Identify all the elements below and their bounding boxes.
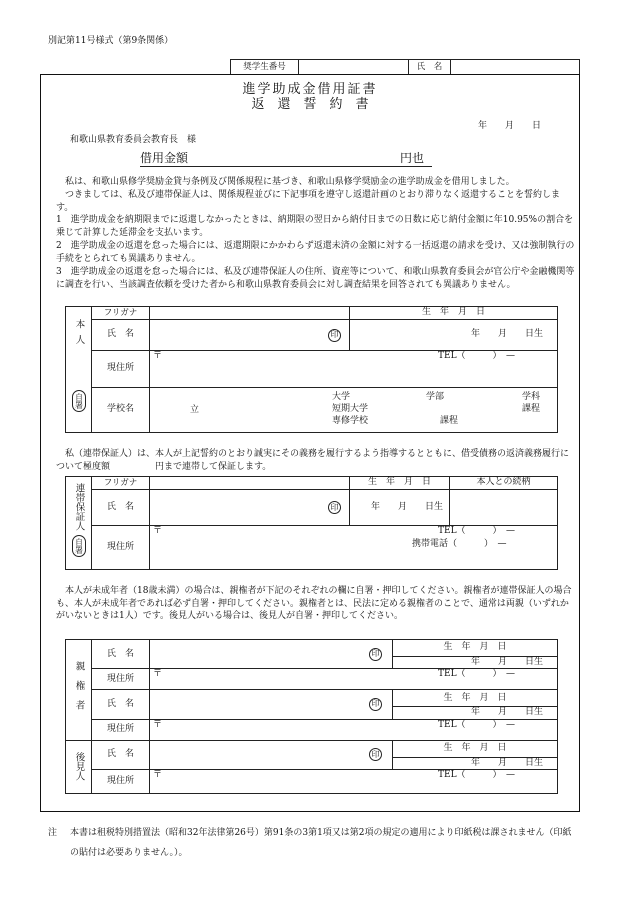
- guarantor-birthdate-field[interactable]: 年 月 日生: [350, 490, 450, 526]
- item-2: 2 進学助成金の返還を怠った場合には、返還期限にかかわらず返還未済の金額に対する一括返還の請求を受け、又は強制執行の手続をとられても異議ありません。: [56, 241, 575, 264]
- parent2-address-label: 現住所: [92, 719, 150, 740]
- amount-line: [140, 151, 432, 167]
- honnin-birth-label: 生 年 月 日: [350, 307, 558, 320]
- top-name-field[interactable]: [451, 60, 580, 75]
- student-number-label: 奨学生番号: [231, 60, 299, 75]
- honnin-table: [65, 306, 558, 433]
- honnin-furigana-field[interactable]: [150, 307, 350, 320]
- guardian-address-label: 現住所: [92, 769, 150, 793]
- guarantor-relation-field[interactable]: [450, 490, 558, 526]
- guarantor-mobile: 携帯電話（ ） —: [412, 539, 507, 549]
- page-title: [40, 82, 580, 112]
- student-number-field[interactable]: [299, 60, 409, 75]
- item-1: 1 進学助成金を納期限までに返還しなかったときは、納期限の翌日から納付日までの日数に応じ納付金額に年10.95%の割合を乗じて計算した延滞金を支払います。: [56, 215, 574, 238]
- intro-text: 私は、和歌山県修学奨励金貸与条例及び関係規程に基づき、和歌山県修学奨励金の進学助成金を借用しました。: [56, 177, 515, 187]
- parent2-name-label: 氏 名: [92, 690, 150, 719]
- minor-text: 本人が未成年者（18歳未満）の場合は、親権者が下記のそれぞれの欄に自署・押印してください。親権者が連帯保証人の場合も、本人が未成年者であれば必ず自署・押印してください。親権者とは、民法に定める親権者のことで、通常は両親（いずれかがいないときは1人）です。後見人がいる場合は、後見人が自署・押印してください。: [56, 586, 572, 622]
- parents-side: 親権者: [66, 640, 92, 741]
- honnin-name-field[interactable]: [150, 320, 350, 351]
- parent1-address-field[interactable]: 〒 TEL（ ） —: [150, 669, 558, 690]
- parent1-address-label: 現住所: [92, 669, 150, 690]
- guarantor-address-field[interactable]: 〒 TEL（ ） — 携帯電話（ ） —: [150, 526, 558, 570]
- honnin-address-label: 現住所: [92, 351, 150, 388]
- guardian-name-field[interactable]: 印: [150, 740, 393, 769]
- seal-mark: 印: [328, 329, 341, 342]
- guarantor-address-label: 現住所: [92, 526, 150, 570]
- guarantor-side: 連帯保証人 自署: [66, 477, 92, 570]
- honnin-name-label: 氏 名: [92, 320, 150, 351]
- honnin-tel: TEL（ ） —: [438, 351, 516, 361]
- guarantor-tel: TEL（ ） —: [438, 526, 516, 536]
- parent1-name-label: 氏 名: [92, 640, 150, 669]
- title-line-1: 進学助成金借用証書: [242, 82, 378, 97]
- guarantor-name-label: 氏 名: [92, 490, 150, 526]
- guarantor-name-field[interactable]: [150, 490, 350, 526]
- title-line-2: 返 還 誓 約 書: [251, 97, 369, 112]
- student-id-row: [230, 59, 580, 75]
- parent2-birth-label: 生 年 月 日: [393, 690, 558, 707]
- parent1-name-field[interactable]: 印: [150, 640, 393, 669]
- honnin-address-field[interactable]: 〒 TEL（ ） —: [150, 351, 558, 388]
- guarantor-furigana-label: フリガナ: [92, 477, 150, 490]
- honnin-school-label: 学校名: [92, 388, 150, 433]
- honnin-birthdate-field[interactable]: 年 月 日生: [350, 320, 558, 351]
- seal-mark: 印: [328, 501, 341, 514]
- top-name-label: 氏 名: [409, 60, 451, 75]
- honnin-side: 本人 自署: [66, 307, 92, 433]
- item-3: 3 進学助成金の返還を怠った場合には、私及び連帯保証人の住所、資産等について、和歌山県教育委員会が官公庁や金融機関等に調査を行い、当該調査依頼を受けた者から和歌山県教育委員会に対し調査結果を回答されても異議ありません。: [56, 267, 575, 290]
- honnin-jisho: 自署: [72, 390, 86, 412]
- addressee: 和歌山県教育委員会教育長 様: [70, 135, 197, 145]
- footnote-text: 本書は租税特別措置法（昭和32年法律第26号）第91条の3第1項又は第2項の規定の適用により印紙税は課されません（印紙の貼付は必要ありません。）。: [70, 828, 572, 858]
- guarantor-text: 私（連帯保証人）は、本人が上記誓約のとおり誠実にその義務を履行するよう指導するとともに、借受債務の返済義務履行について極度額 円まで連帯して保証します。: [56, 449, 570, 472]
- guarantor-table: [65, 476, 558, 570]
- guardian-name-label: 氏 名: [92, 740, 150, 769]
- intro-text-2: つきましては、私及び連帯保証人は、関係規程並びに下記事項を遵守し返還計画のとおり滞りなく返還することを誓約します。: [56, 190, 561, 213]
- footnote: [48, 823, 578, 863]
- parent2-name-field[interactable]: 印: [150, 690, 393, 719]
- honnin-school-field[interactable]: 立 大学 短期大学 専修学校 学部 課程 学科 課程: [150, 388, 558, 433]
- guarantor-furigana-field[interactable]: [150, 477, 350, 490]
- guardian-address-field[interactable]: 〒 TEL（ ） —: [150, 769, 558, 793]
- guarantor-birth-label: 生 年 月 日: [350, 477, 450, 490]
- guardian-side: 後見人: [66, 740, 92, 793]
- honnin-furigana-label: フリガナ: [92, 307, 150, 320]
- date-line: 年 月 日: [478, 121, 542, 131]
- guarantor-relation-label: 本人との続柄: [450, 477, 558, 490]
- parent2-address-field[interactable]: 〒 TEL（ ） —: [150, 719, 558, 740]
- amount-label: 借用金額: [140, 151, 189, 165]
- guarantor-jisho: 自署: [72, 535, 86, 557]
- guardian-birthdate[interactable]: 年 月 日生: [393, 757, 558, 769]
- form-number: 別記第11号様式（第9条関係）: [48, 36, 174, 46]
- parent1-birthdate[interactable]: 年 月 日生: [393, 657, 558, 669]
- parents-table: [65, 639, 558, 794]
- parent1-birth-label: 生 年 月 日: [393, 640, 558, 657]
- parent2-birthdate[interactable]: 年 月 日生: [393, 707, 558, 719]
- footnote-label: 注: [48, 828, 58, 838]
- guardian-birth-label: 生 年 月 日: [393, 740, 558, 757]
- amount-unit: 円也: [399, 151, 424, 165]
